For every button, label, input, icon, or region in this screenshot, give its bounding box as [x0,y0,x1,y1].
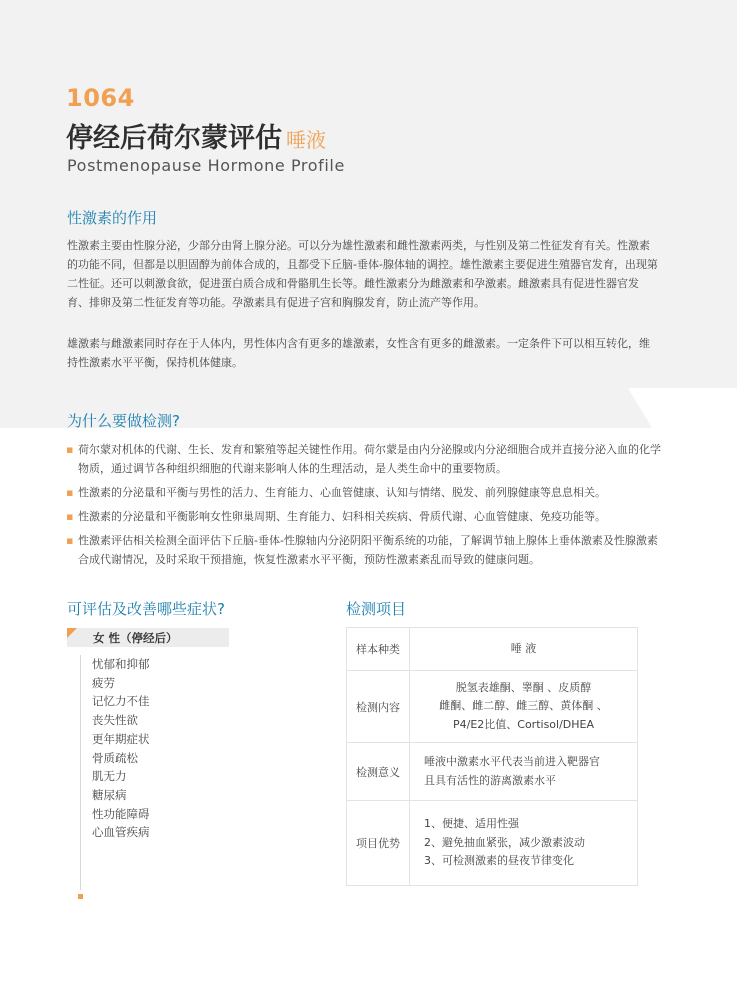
symptom-item: 心血管疾病 [92,825,150,840]
symptom-list [92,655,150,842]
section-title-role: 性激素的作用 [67,209,158,227]
symptom-item: 更年期症状 [92,731,150,746]
bullet-square-icon: ▪ [66,534,74,547]
orange-square-icon [78,894,83,899]
orange-triangle-icon [67,628,77,638]
section-title-test: 检测项目 [346,600,407,618]
page-title-sample-type: 唾液 [286,128,326,152]
symptom-item: 性功能障碍 [92,806,150,821]
bullet-square-icon: ▪ [66,510,74,523]
section-title-why: 为什么要做检测? [67,412,180,430]
table-row [347,671,638,743]
bullet-square-icon: ▪ [66,443,74,456]
table-value-cell: 唾 液 [410,628,638,671]
why-list-item: ▪ 性激素的分泌量和平衡影响女性卵巢周期、生育能力、妇科相关疾病、骨质代谢、心血管健康、免疫功能等。 [64,507,664,526]
why-list-item: ▪ 性激素评估相关检测全面评估下丘脑-垂体-性腺轴内分泌阴阳平衡系统的功能，了解调节轴上腺体上垂体激素及性腺激素合成代谢情况，及时采取干预措施，恢复性激素水平平衡，预防性激素紊乱而导致的健康问题。 [64,531,664,569]
test-info-table [346,627,638,886]
section-title-symptoms: 可评估及改善哪些症状? [67,600,225,618]
symptom-item: 丧失性欲 [92,713,138,728]
why-list-item: ▪ 性激素的分泌量和平衡与男性的活力、生育能力、心血管健康、认知与情绪、脱发、前列腺健康等息息相关。 [64,483,664,502]
page-title [66,116,326,155]
symptom-item: 忧郁和抑郁 [92,657,150,671]
product-code: 1064 [66,84,135,112]
why-list-item: ▪ 荷尔蒙对机体的代谢、生长、发育和繁殖等起关键性作用。荷尔蒙是由内分泌腺或内分泌细胞合成并直接分泌入血的化学物质，通过调节各种组织细胞的代谢来影响人体的生理活动，是人类生命中的重要物质。 [64,440,664,478]
symptom-group-label: 女 性（停经后） [93,631,178,645]
table-key-cell: 项目优势 [347,801,410,886]
symptom-group-header [67,628,229,647]
why-list [64,440,664,574]
page-subtitle-english: Postmenopause Hormone Profile [67,156,345,175]
symptom-divider-line [80,655,81,890]
page-title-main: 停经后荷尔蒙评估 [66,123,282,154]
table-value-cell: 1、便捷、适用性强 2、避免抽血紧张，减少激素波动 3、可检测激素的昼夜节律变化 [410,801,638,886]
table-value-cell: 脱氢表雄酮、睾酮 、皮质醇 雌酮、雌二醇、雌三醇、黄体酮 、 P4/E2比值、Cortisol/DHEA [410,671,638,743]
symptom-item: 记忆力不佳 [92,694,150,709]
bullet-square-icon: ▪ [66,486,74,499]
role-paragraph-2: 雄激素与雌激素同时存在于人体内，男性体内含有更多的雄激素，女性含有更多的雌激素。一定条件下可以相互转化，维持性激素水平平衡，保持机体健康。 [67,337,650,369]
table-row [347,743,638,801]
table-row [347,628,638,671]
symptom-item: 糖尿病 [92,787,127,802]
table-key-cell: 检测内容 [347,671,410,743]
table-row [347,801,638,886]
symptom-item: 骨质疏松 [92,750,138,765]
role-paragraph-1: 性激素主要由性腺分泌，少部分由肾上腺分泌。可以分为雄性激素和雌性激素两类，与性别及第二性征发育有关。性激素的功能不同，但都是以胆固醇为前体合成的，且都受下丘脑-垂体-腺体轴的调控。雄性激素主要促进生殖器官发育，出现第二性征。还可以刺激食欲，促进蛋白质合成和骨骼肌生长等。雌性激素分为雌激素和孕激素。雌激素具有促进性器官发育、排卵及第二性征发育等功能。孕激素具有促进子宫和胸腺发育，防止流产等作用。 [67,239,658,309]
symptom-item: 疲劳 [92,675,115,690]
table-key-cell: 样本种类 [347,628,410,671]
table-value-cell: 唾液中激素水平代表当前进入靶器官 且具有活性的游离激素水平 [410,743,638,801]
table-key-cell: 检测意义 [347,743,410,801]
symptom-item: 肌无力 [92,769,127,784]
